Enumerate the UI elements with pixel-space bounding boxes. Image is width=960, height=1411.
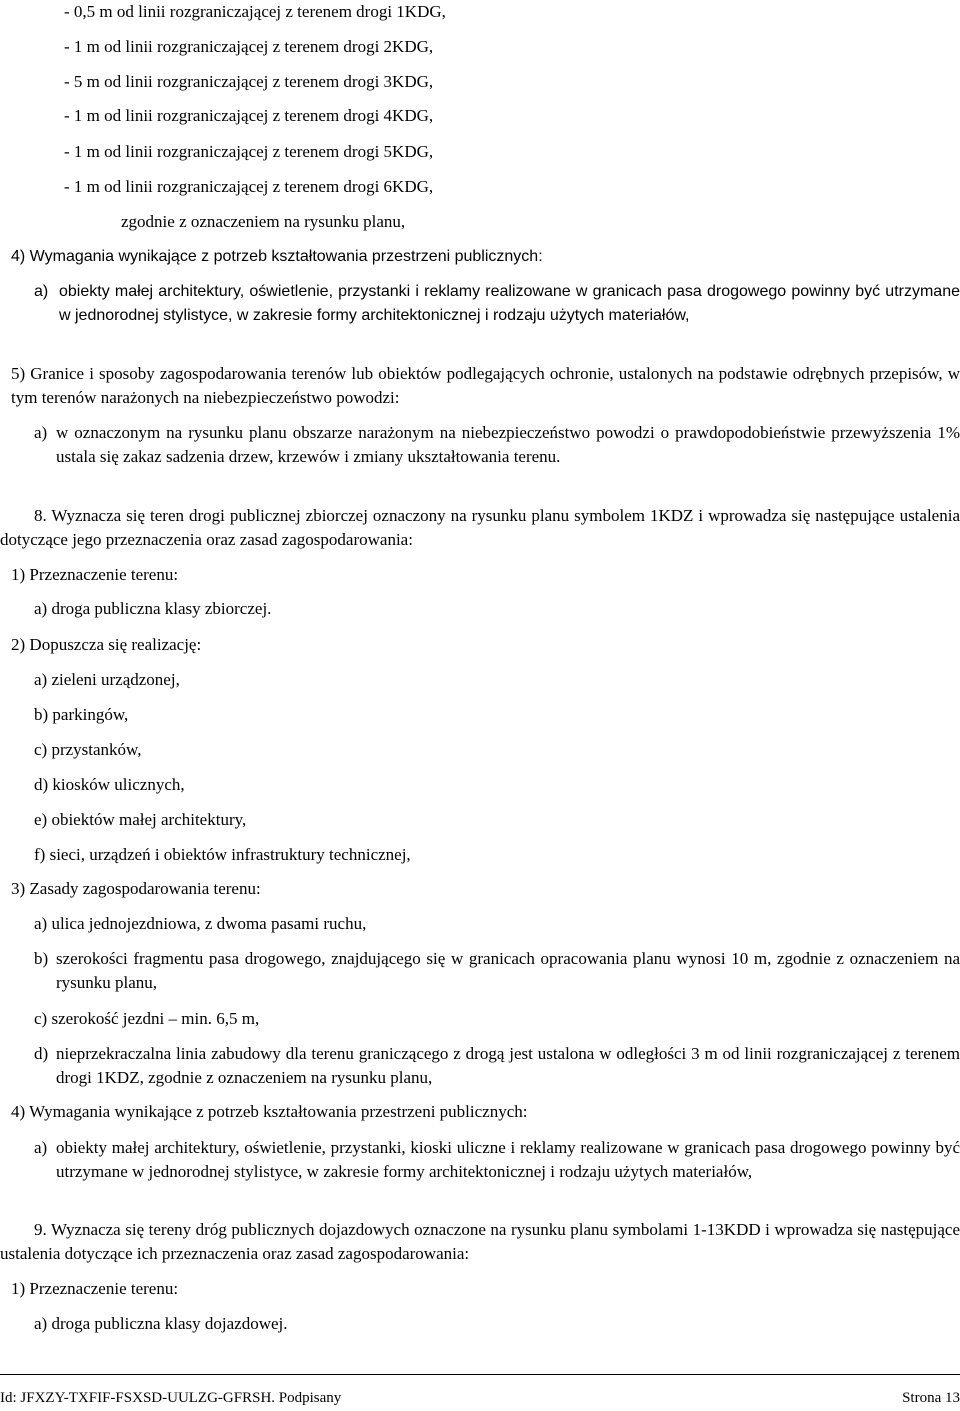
- dash-item-1: - 0,5 m od linii rozgraniczającej z terenem drogi 1KDG,: [64, 2, 446, 21]
- footer-page-number: Strona 13: [902, 1390, 960, 1406]
- p8-3-item-d: [34, 1042, 960, 1090]
- section-4a-marker: a): [34, 283, 49, 300]
- p8-section-4: 4) Wymagania wynikające z potrzeb kształtowania przestrzeni publicznych:: [11, 1102, 528, 1121]
- dash-item-4: - 1 m od linii rozgraniczającej z terenem drogi 4KDG,: [64, 106, 434, 125]
- section-4a-item: [34, 280, 960, 328]
- p8-2-item-c: c) przystanków,: [34, 740, 142, 759]
- p9-section-1: 1) Przeznaczenie terenu:: [11, 1279, 179, 1298]
- dash-list-tail: zgodnie z oznaczeniem na rysunku planu,: [121, 212, 406, 231]
- p8-section-3: 3) Zasady zagospodarowania terenu:: [11, 879, 261, 898]
- p8-2-item-b: b) parkingów,: [34, 705, 129, 724]
- paragraph-8: 8. Wyznacza się teren drogi publicznej zbiorczej oznaczony na rysunku planu symbolem 1KDZ i wprowadza się następujące ustalenia dotyczące jego przeznaczenia oraz zasad zagospodarowania:: [0, 506, 960, 549]
- p9-section-1a: a) droga publiczna klasy dojazdowej.: [34, 1314, 288, 1333]
- footer-divider: [0, 1374, 960, 1375]
- p8-3b-text: szerokości fragmentu pasa drogowego, znajdującego się w granicach opracowania planu wynosi 10 m, zgodnie z oznaczeniem na rysunku planu,: [56, 949, 960, 992]
- dash-item-5: - 1 m od linii rozgraniczającej z terenem drogi 5KDG,: [64, 142, 434, 161]
- p8-2-item-a: a) zieleni urządzonej,: [34, 670, 180, 689]
- section-5-text: 5) Granice i sposoby zagospodarowania terenów lub obiektów podlegających ochronie, ustalonych na podstawie odrębnych przepisów, w tym terenów narażonych na niebezpieczeństwo powodzi:: [11, 364, 960, 407]
- section-5a-item: [34, 421, 960, 469]
- dash-item-6: - 1 m od linii rozgraniczającej z terenem drogi 6KDG,: [64, 177, 434, 196]
- dash-item-3: - 5 m od linii rozgraniczającej z terenem drogi 3KDG,: [64, 72, 434, 91]
- section-4a-text: obiekty małej architektury, oświetlenie, przystanki i reklamy realizowane w granicach pasa drogowego powinny być utrzymane w jednorodnej stylistyce, w zakresie formy architektonicznej i rodzaju użytych materiałów,: [59, 283, 960, 324]
- p8-3d-marker: d): [34, 1044, 49, 1063]
- p8-section-1: 1) Przeznaczenie terenu:: [11, 565, 179, 584]
- section-5a-text: w oznaczonym na rysunku planu obszarze narażonym na niebezpieczeństwo powodzi o prawdopodobieństwie przewyższenia 1% ustala się zakaz sadzenia drzew, krzewów i zmiany ukształtowania terenu.: [56, 423, 960, 466]
- p8-4-item-a: [34, 1136, 960, 1184]
- p8-4a-text: obiekty małej architektury, oświetlenie, przystanki, kioski uliczne i reklamy realizowane w granicach pasa drogowego powinny być utrzymane w jednorodnej stylistyce, w zakresie formy architektonicznej i rodzaju użytych materiałów,: [56, 1138, 960, 1181]
- p8-2-item-e: e) obiektów małej architektury,: [34, 810, 247, 829]
- p8-3d-text: nieprzekraczalna linia zabudowy dla terenu graniczącego z drogą jest ustalona w odległości 3 m od linii rozgraniczającej z terenem drogi 1KDZ, zgodnie z oznaczeniem na rysunku planu,: [56, 1044, 960, 1087]
- p8-4a-marker: a): [34, 1138, 48, 1157]
- p8-2-item-f: f) sieci, urządzeń i obiektów infrastruktury technicznej,: [34, 845, 411, 864]
- p8-3-item-c: c) szerokość jezdni – min. 6,5 m,: [34, 1009, 260, 1028]
- p8-3-item-b: [34, 947, 960, 995]
- footer-document-id: Id: JFXZY-TXFIF-FSXSD-UULZG-GFRSH. Podpisany: [0, 1390, 342, 1406]
- p8-3b-marker: b): [34, 949, 49, 968]
- p8-section-2: 2) Dopuszcza się realizację:: [11, 635, 202, 654]
- p8-section-1a: a) droga publiczna klasy zbiorczej.: [34, 599, 272, 618]
- section-4-heading: 4) Wymagania wynikające z potrzeb kształtowania przestrzeni publicznych:: [11, 248, 543, 265]
- section-5a-marker: a): [34, 423, 48, 442]
- p8-2-item-d: d) kiosków ulicznych,: [34, 775, 185, 794]
- dash-item-2: - 1 m od linii rozgraniczającej z terenem drogi 2KDG,: [64, 37, 434, 56]
- paragraph-9: 9. Wyznacza się tereny dróg publicznych dojazdowych oznaczone na rysunku planu symbolami 1-13KDD i wprowadza się następujące ustalenia dotyczące ich przeznaczenia oraz zasad zagospodarowania:: [0, 1220, 960, 1263]
- p8-3-item-a: a) ulica jednojezdniowa, z dwoma pasami ruchu,: [34, 914, 367, 933]
